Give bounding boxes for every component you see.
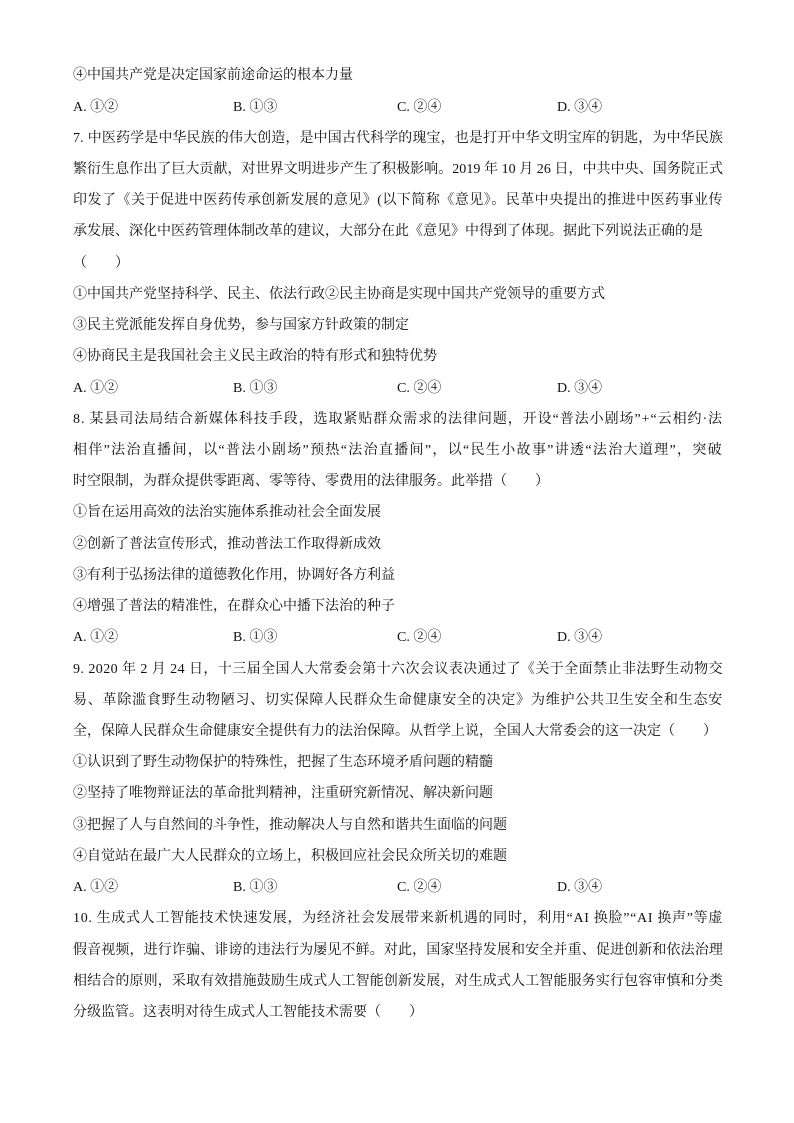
question-stem-text: 生成式人工智能技术快速发展，为经济社会发展带来新机遇的同时，利用“AI 换脸”“AI 换声”等虚: [96, 911, 724, 927]
question-stem-line: 繁衍生息作出了巨大贡献，对世界文明进步产生了积极影响。2019 年 10 月 26 日，中共中央、国务院正式: [73, 162, 723, 178]
statement-line: ④增强了普法的精准性，在群众心中播下法治的种子: [73, 599, 395, 615]
option-b: B. ①③: [233, 630, 278, 646]
answer-options: [73, 622, 723, 653]
answer-options: [73, 373, 723, 404]
question-10: [73, 903, 723, 1028]
option-a: A. ①②: [73, 880, 119, 896]
question-stem-line: [73, 903, 723, 934]
question-stem-line: 相伴”法治直播间，以“普法小剧场”预热“法治直播间”，以“民生小故事”讲透“法治大道理”，突破: [73, 443, 723, 459]
statement-line: ④协商民主是我国社会主义民主政治的特有形式和独特优势: [73, 349, 437, 365]
statement-line: ④中国共产党是决定国家前途命运的根本力量: [73, 68, 353, 84]
question-number: 8.: [73, 411, 86, 427]
option-b: B. ①③: [233, 99, 278, 115]
statement-line: ③把握了人与自然间的斗争性，推动解决人与自然和谐共生面临的问题: [73, 817, 507, 833]
option-c: C. ②④: [397, 99, 442, 115]
question-stem-line: 时空限制，为群众提供零距离、零等待、零费用的法律服务。此举措（ ）: [73, 474, 549, 490]
answer-blank: （ ）: [73, 255, 129, 271]
question-stem-line: 印发了《关于促进中医药传承创新发展的意见》(以下简称《意见》。民革中央提出的推进中医药事业传: [73, 193, 723, 209]
question-stem-line: 承发展、深化中医药管理体制改革的建议，大部分在此《意见》中得到了体现。据此下列说法正确的是: [73, 224, 703, 240]
statement-line: ③有利于弘扬法律的道德教化作用，协调好各方利益: [73, 567, 395, 583]
option-d: D. ③④: [557, 630, 603, 646]
option-c: C. ②④: [397, 880, 442, 896]
option-b: B. ①③: [233, 880, 278, 896]
exam-page: [73, 60, 723, 1028]
option-d: D. ③④: [557, 99, 603, 115]
option-c: C. ②④: [397, 380, 442, 396]
option-b: B. ①③: [233, 380, 278, 396]
question-number: 10.: [73, 911, 93, 927]
statement-line: ①中国共产党坚持科学、民主、依法行政②民主协商是实现中国共产党领导的重要方式: [73, 286, 605, 302]
question-9: [73, 654, 723, 904]
option-d: D. ③④: [557, 380, 603, 396]
question-stem-text: 2020 年 2 月 24 日，十三届全国人大常委会第十六次会议表决通过了《关于全面禁止非法野生动物交: [88, 661, 724, 677]
question-stem-text: 中医药学是中华民族的伟大创造，是中国古代科学的瑰宝，也是打开中华文明宝库的钥匙，为中华民族: [87, 130, 723, 146]
previous-question-tail: [73, 60, 723, 122]
statement-line: ②坚持了唯物辩证法的革命批判精神，注重研究新情况、解决新问题: [73, 786, 493, 802]
statement-line: ②创新了普法宣传形式，推动普法工作取得新成效: [73, 536, 381, 552]
question-stem-line: 相结合的原则，采取有效措施鼓励生成式人工智能创新发展，对生成式人工智能服务实行包容审慎和分类: [73, 973, 723, 989]
question-stem-line: [73, 404, 723, 435]
question-stem-line: 分级监管。这表明对待生成式人工智能技术需要（ ）: [73, 1004, 423, 1020]
statement-line: ③民主党派能发挥自身优势，参与国家方针政策的制定: [73, 318, 409, 334]
question-stem-line: 全，保障人民群众生命健康安全提供有力的法治保障。从哲学上说，全国人大常委会的这一决定（ ）: [73, 723, 717, 739]
answer-options: [73, 872, 723, 903]
question-stem-text: 某县司法局结合新媒体科技手段，选取紧贴群众需求的法律问题，开设“普法小剧场”+“云相约·法: [89, 411, 723, 427]
statement-line: ①认识到了野生动物保护的特殊性，把握了生态环境矛盾问题的精髓: [73, 755, 493, 771]
question-8: [73, 404, 723, 654]
question-stem-line: 易、革除滥食野生动物陋习、切实保障人民群众生命健康安全的决定》为维护公共卫生安全和生态安: [73, 692, 723, 708]
option-a: A. ①②: [73, 99, 119, 115]
question-stem-line: [73, 123, 723, 154]
option-c: C. ②④: [397, 630, 442, 646]
answer-options: [73, 92, 723, 123]
question-7: [73, 123, 723, 404]
option-a: A. ①②: [73, 630, 119, 646]
option-a: A. ①②: [73, 380, 119, 396]
option-d: D. ③④: [557, 880, 603, 896]
question-number: 7.: [73, 130, 84, 146]
question-stem-line: [73, 654, 723, 685]
statement-line: ①旨在运用高效的法治实施体系推动社会全面发展: [73, 505, 381, 521]
question-stem-line: 假音视频，进行诈骗、诽谤的违法行为屡见不鲜。对此，国家坚持发展和安全并重、促进创新和依法治理: [73, 942, 723, 958]
question-number: 9.: [73, 661, 85, 677]
statement-line: ④自觉站在最广大人民群众的立场上，积极回应社会民众所关切的难题: [73, 848, 507, 864]
